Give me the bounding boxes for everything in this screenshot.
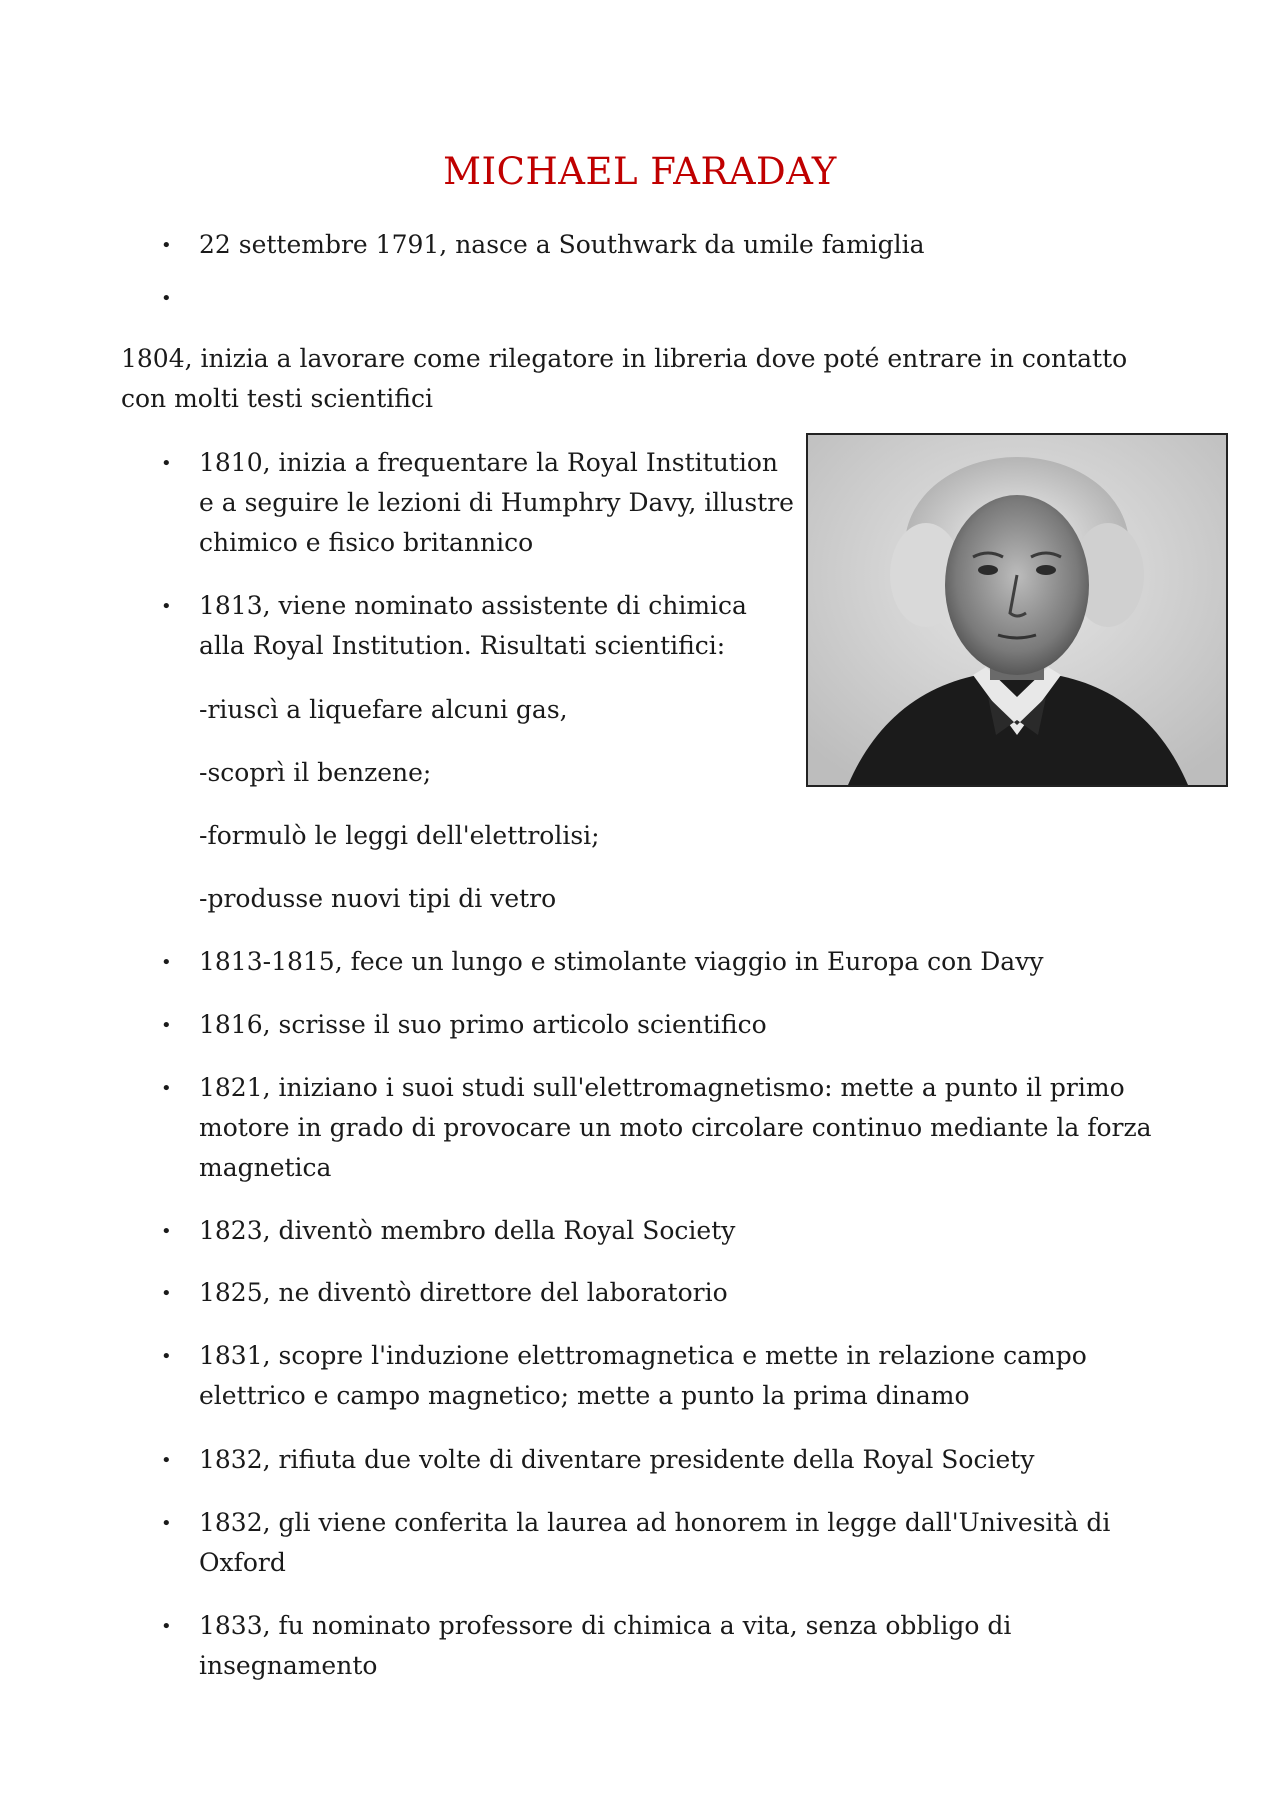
bullet-dot: • — [161, 1450, 172, 1471]
bullet-dot: • — [161, 1283, 172, 1304]
result-benzene: -scoprì il benzene; — [199, 758, 432, 787]
list-item-1813-line-1: 1813, viene nominato assistente di chimica — [199, 591, 747, 620]
bullet-dot: • — [161, 1346, 172, 1367]
list-item-1810-line-1: 1810, inizia a frequentare la Royal Institution — [199, 448, 779, 477]
list-item-1821-line-3: magnetica — [199, 1153, 332, 1182]
paragraph-1804-line-1: 1804, inizia a lavorare come rilegatore in libreria dove poté entrare in contatto — [121, 344, 1128, 373]
list-item-1832-oxford-line-1: 1832, gli viene conferita la laurea ad honorem in legge dall'Univesità di — [199, 1508, 1111, 1537]
list-item-1825: 1825, ne diventò direttore del laboratorio — [199, 1278, 728, 1307]
portrait-illustration — [808, 435, 1226, 785]
bullet-dot: • — [161, 1078, 172, 1099]
result-electrolysis: -formulò le leggi dell'elettrolisi; — [199, 821, 600, 850]
bullet-dot: • — [161, 952, 172, 973]
bullet-dot: • — [161, 1616, 172, 1637]
list-item-1832-presidency: 1832, rifiuta due volte di diventare presidente della Royal Society — [199, 1445, 1035, 1474]
list-item-1833-line-1: 1833, fu nominato professore di chimica a vita, senza obbligo di — [199, 1611, 1012, 1640]
list-item-1810-line-2: e a seguire le lezioni di Humphry Davy, illustre — [199, 488, 794, 517]
bullet-dot: • — [161, 596, 172, 617]
portrait-photo — [806, 433, 1228, 787]
list-item-1791: 22 settembre 1791, nasce a Southwark da umile famiglia — [199, 230, 925, 259]
paragraph-1804-line-2: con molti testi scientifici — [121, 384, 433, 413]
bullet-dot: • — [161, 1015, 172, 1036]
list-item-1816: 1816, scrisse il suo primo articolo scientifico — [199, 1010, 767, 1039]
list-item-1810-line-3: chimico e fisico britannico — [199, 528, 534, 557]
list-item-1831-line-1: 1831, scopre l'induzione elettromagnetica e mette in relazione campo — [199, 1341, 1087, 1370]
list-item-1813-line-2: alla Royal Institution. Risultati scientifici: — [199, 631, 726, 660]
result-glass: -produsse nuovi tipi di vetro — [199, 884, 557, 913]
bullet-dot: • — [161, 453, 172, 474]
bullet-dot: • — [161, 235, 172, 256]
list-item-1813-1815: 1813-1815, fece un lungo e stimolante viaggio in Europa con Davy — [199, 947, 1044, 976]
list-item-1831-line-2: elettrico e campo magnetico; mette a punto la prima dinamo — [199, 1381, 970, 1410]
list-item-1821-line-2: motore in grado di provocare un moto circolare continuo mediante la forza — [199, 1113, 1152, 1142]
list-item-1823: 1823, diventò membro della Royal Society — [199, 1216, 736, 1245]
bullet-dot-empty: • — [161, 288, 172, 309]
list-item-1833-line-2: insegnamento — [199, 1651, 378, 1680]
result-liquefied-gas: -riuscì a liquefare alcuni gas, — [199, 695, 568, 724]
list-item-1821-line-1: 1821, iniziano i suoi studi sull'elettromagnetismo: mette a punto il primo — [199, 1073, 1125, 1102]
list-item-1832-oxford-line-2: Oxford — [199, 1548, 286, 1577]
bullet-dot: • — [161, 1513, 172, 1534]
page-title: MICHAEL FARADAY — [443, 150, 837, 193]
bullet-dot: • — [161, 1221, 172, 1242]
